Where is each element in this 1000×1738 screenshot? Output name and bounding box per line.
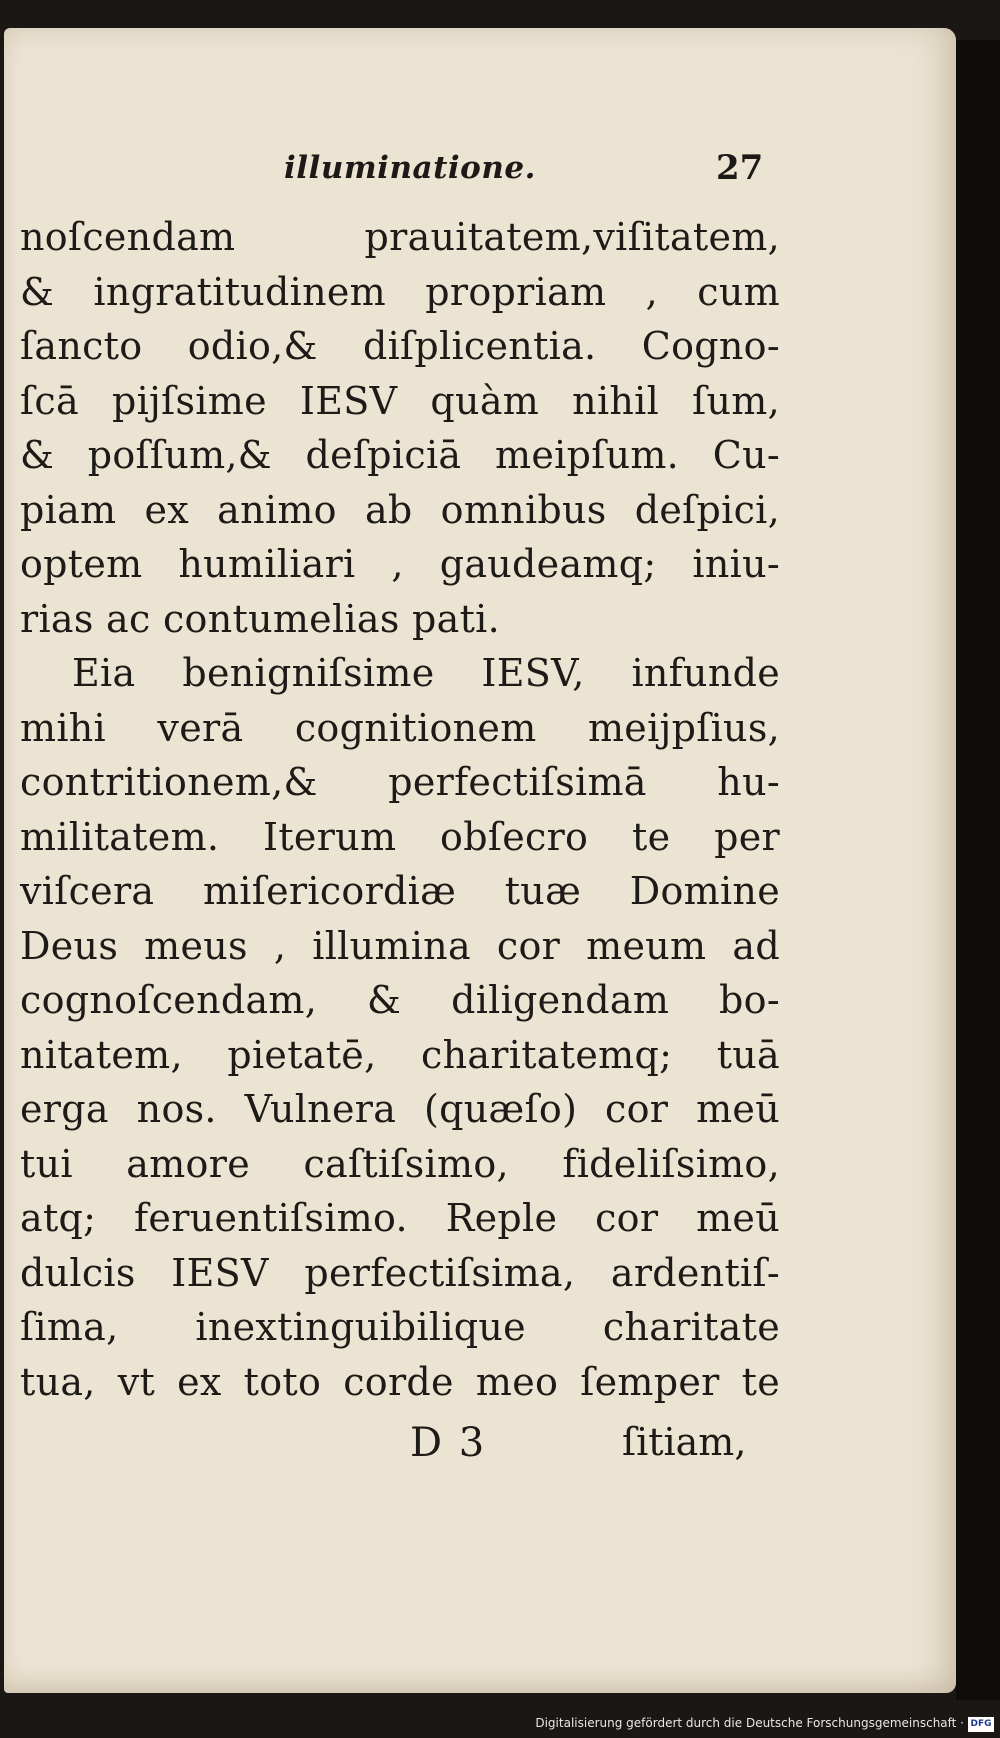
funding-bar xyxy=(0,1712,1000,1738)
text-line: nitatem, pietatē, charitatemq; tuā xyxy=(20,1032,780,1077)
funding-notice: Digitalisierung gefördert durch die Deutsche Forschungsgemeinschaft · xyxy=(535,1716,964,1730)
catchword: ſitiam, xyxy=(622,1420,747,1464)
text-line: & poſſum,& deſpiciā meipſum. Cu- xyxy=(20,433,780,477)
text-line: piam ex animo ab omnibus deſpici, xyxy=(20,487,780,532)
text-line: noſcendam prauitatem,viſitatem, xyxy=(20,215,780,259)
text-line: contritionem,& perfectiſsimā hu- xyxy=(20,760,780,804)
text-line: mihi verā cognitionem meijpſius, xyxy=(20,705,780,750)
page-header xyxy=(0,150,1000,196)
text-line: militatem. Iterum obſecro te per xyxy=(20,814,780,859)
text-line: tua, vt ex toto corde meo ſemper te xyxy=(20,1359,780,1404)
text-line: & ingratitudinem propriam , cum xyxy=(20,269,780,314)
text-line: Deus meus , illumina cor meum ad xyxy=(20,923,780,968)
text-line: atq; feruentiſsimo. Reple cor meū xyxy=(20,1196,780,1240)
page-number: 27 xyxy=(716,148,764,188)
text-line: ſcā pijſsime IESV quàm nihil ſum, xyxy=(20,378,780,423)
text-line: erga nos. Vulnera (quæſo) cor meū xyxy=(20,1087,780,1131)
text-line: dulcis IESV perfectiſsima, ardentiſ- xyxy=(20,1250,780,1295)
text-line: ſancto odio,& diſplicentia. Cogno- xyxy=(20,324,780,368)
body-text xyxy=(20,210,780,1409)
text-line: tui amore caſtiſsimo, fideliſsimo, xyxy=(20,1141,780,1186)
text-line: viſcera miſericordiæ tuæ Domine xyxy=(20,869,780,913)
dfg-logo: DFG xyxy=(968,1717,994,1732)
text-line: cognoſcendam, & diligendam bo- xyxy=(20,978,780,1022)
text-line: optem humiliari , gaudeamq; iniu- xyxy=(20,542,780,586)
page-footer xyxy=(0,1420,1000,1480)
running-head: illuminatione. xyxy=(284,150,536,186)
paragraph-start-line: Eia benigniſsime IESV, infunde xyxy=(72,651,780,695)
text-line: rias ac contumelias pati. xyxy=(20,596,500,641)
signature-mark: D 3 xyxy=(410,1420,487,1466)
text-line: ſima, inextinguibilique charitate xyxy=(20,1305,780,1349)
